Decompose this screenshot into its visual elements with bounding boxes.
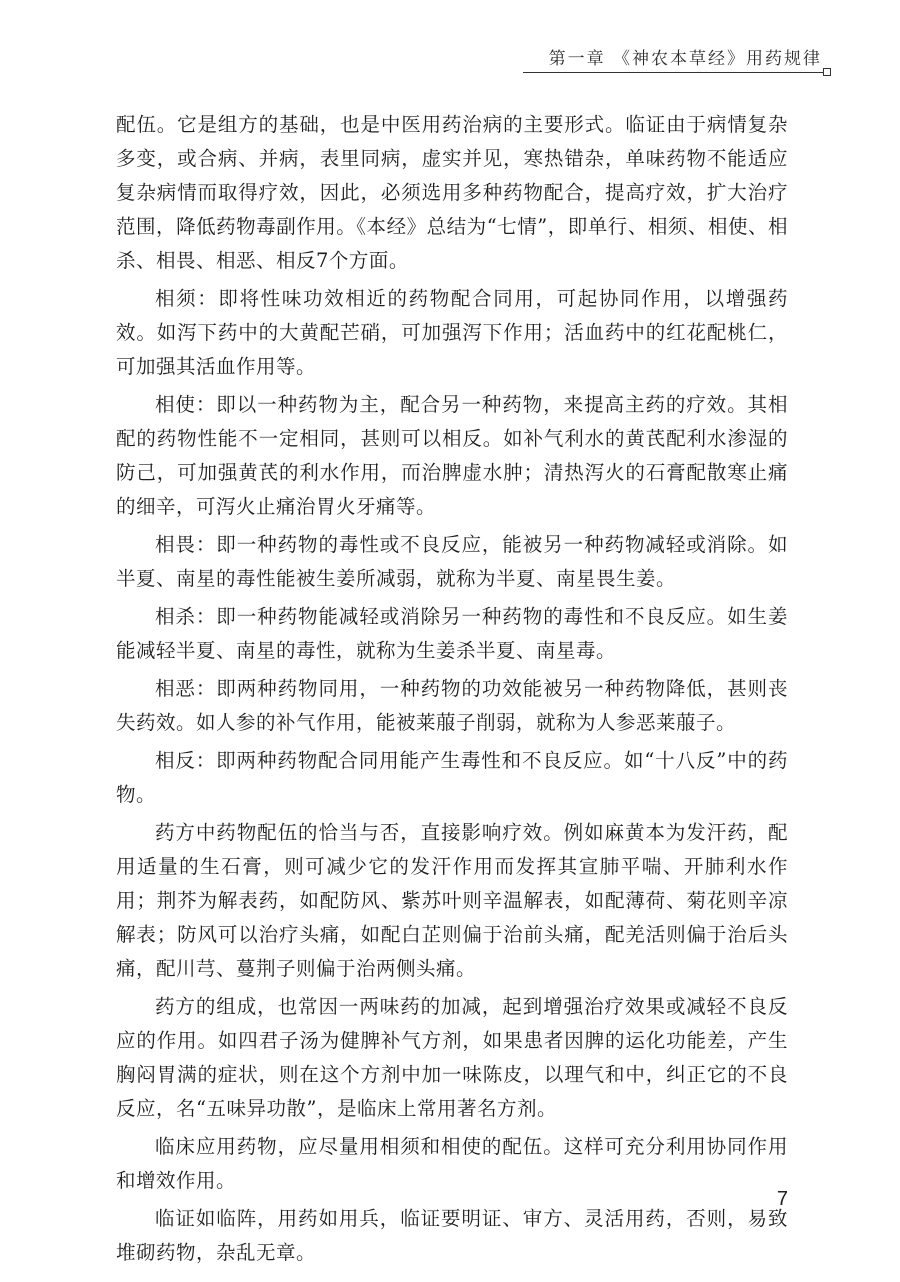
paragraph-xiangwei: 相畏：即一种药物的毒性或不良反应，能被另一种药物减轻或消除。如半夏、南星的毒性能被生姜所减弱，就称为半夏、南星畏生姜。 [116,533,788,590]
paragraph-xiangfan: 相反：即两种药物配合同用能产生毒性和不良反应。如“十八反”中的药物。 [116,749,788,806]
page-number: 7 [776,1188,788,1210]
paragraph-continuation: 配伍。它是组方的基础，也是中医用药治病的主要形式。临证由于病情复杂多变，或合病、并病，表里同病，虚实并见，寒热错杂，单味药物不能适应复杂病情而取得疗效，因此，必须选用多种药物配合，提高疗效，扩大治疗范围，降低药物毒副作用。《本经》总结为“七情”，即单行、相须、相使、相杀、相畏、相恶、相反7个方面。 [116,113,788,272]
paragraph-xiangshi: 相使：即以一种药物为主，配合另一种药物，来提高主药的疗效。其相配的药物性能不一定相同，甚则可以相反。如补气利水的黄芪配利水渗湿的防己，可加强黄芪的利水作用，而治脾虚水肿；清热泻火的石膏配散寒止痛的细辛，可泻火止痛治胃火牙痛等。 [116,393,788,518]
paragraph-xiangwu: 相恶：即两种药物同用，一种药物的功效能被另一种药物降低，甚则丧失药效。如人参的补气作用，能被莱菔子削弱，就称为人参恶莱菔子。 [116,677,788,734]
paragraph-xiangsha: 相杀：即一种药物能减轻或消除另一种药物的毒性和不良反应。如生姜能减轻半夏、南星的毒性，就称为生姜杀半夏、南星毒。 [116,605,788,662]
paragraph-clinical-usage: 临床应用药物，应尽量用相须和相使的配伍。这样可充分利用协同作用和增效作用。 [116,1135,788,1192]
paragraph-compatibility-effect: 药方中药物配伍的恰当与否，直接影响疗效。例如麻黄本为发汗药，配用适量的生石膏，则可减少它的发汗作用而发挥其宣肺平喘、开肺利水作用；荆芥为解表药，如配防风、紫苏叶则辛温解表，如配薄荷、菊花则辛凉解表；防风可以治疗头痛，如配白芷则偏于治前头痛，配羌活则偏于治后头痛，配川芎、蔓荆子则偏于治两侧头痛。 [116,821,788,980]
header-rule [523,72,823,73]
paragraph-xiangxu: 相须：即将性味功效相近的药物配合同用，可起协同作用，以增强药效。如泻下药中的大黄配芒硝，可加强泻下作用；活血药中的红花配桃仁，可加强其活血作用等。 [116,287,788,378]
running-header-title: 第一章 《神农本草经》用药规律 [548,49,822,69]
body-text [116,108,788,1274]
paragraph-clinical-principle: 临证如临阵，用药如用兵，临证要明证、审方、灵活用药，否则，易致堆砌药物，杂乱无章。 [116,1207,788,1264]
header-rule-square-mark [823,68,831,76]
paragraph-prescription-modification: 药方的组成，也常因一两味药的加减，起到增强治疗效果或减轻不良反应的作用。如四君子汤为健脾补气方剂，如果患者因脾的运化功能差，产生胸闷胃满的症状，则在这个方剂中加一味陈皮，以理气和中，纠正它的不良反应，名“五味异功散”，是临床上常用著名方剂。 [116,995,788,1120]
